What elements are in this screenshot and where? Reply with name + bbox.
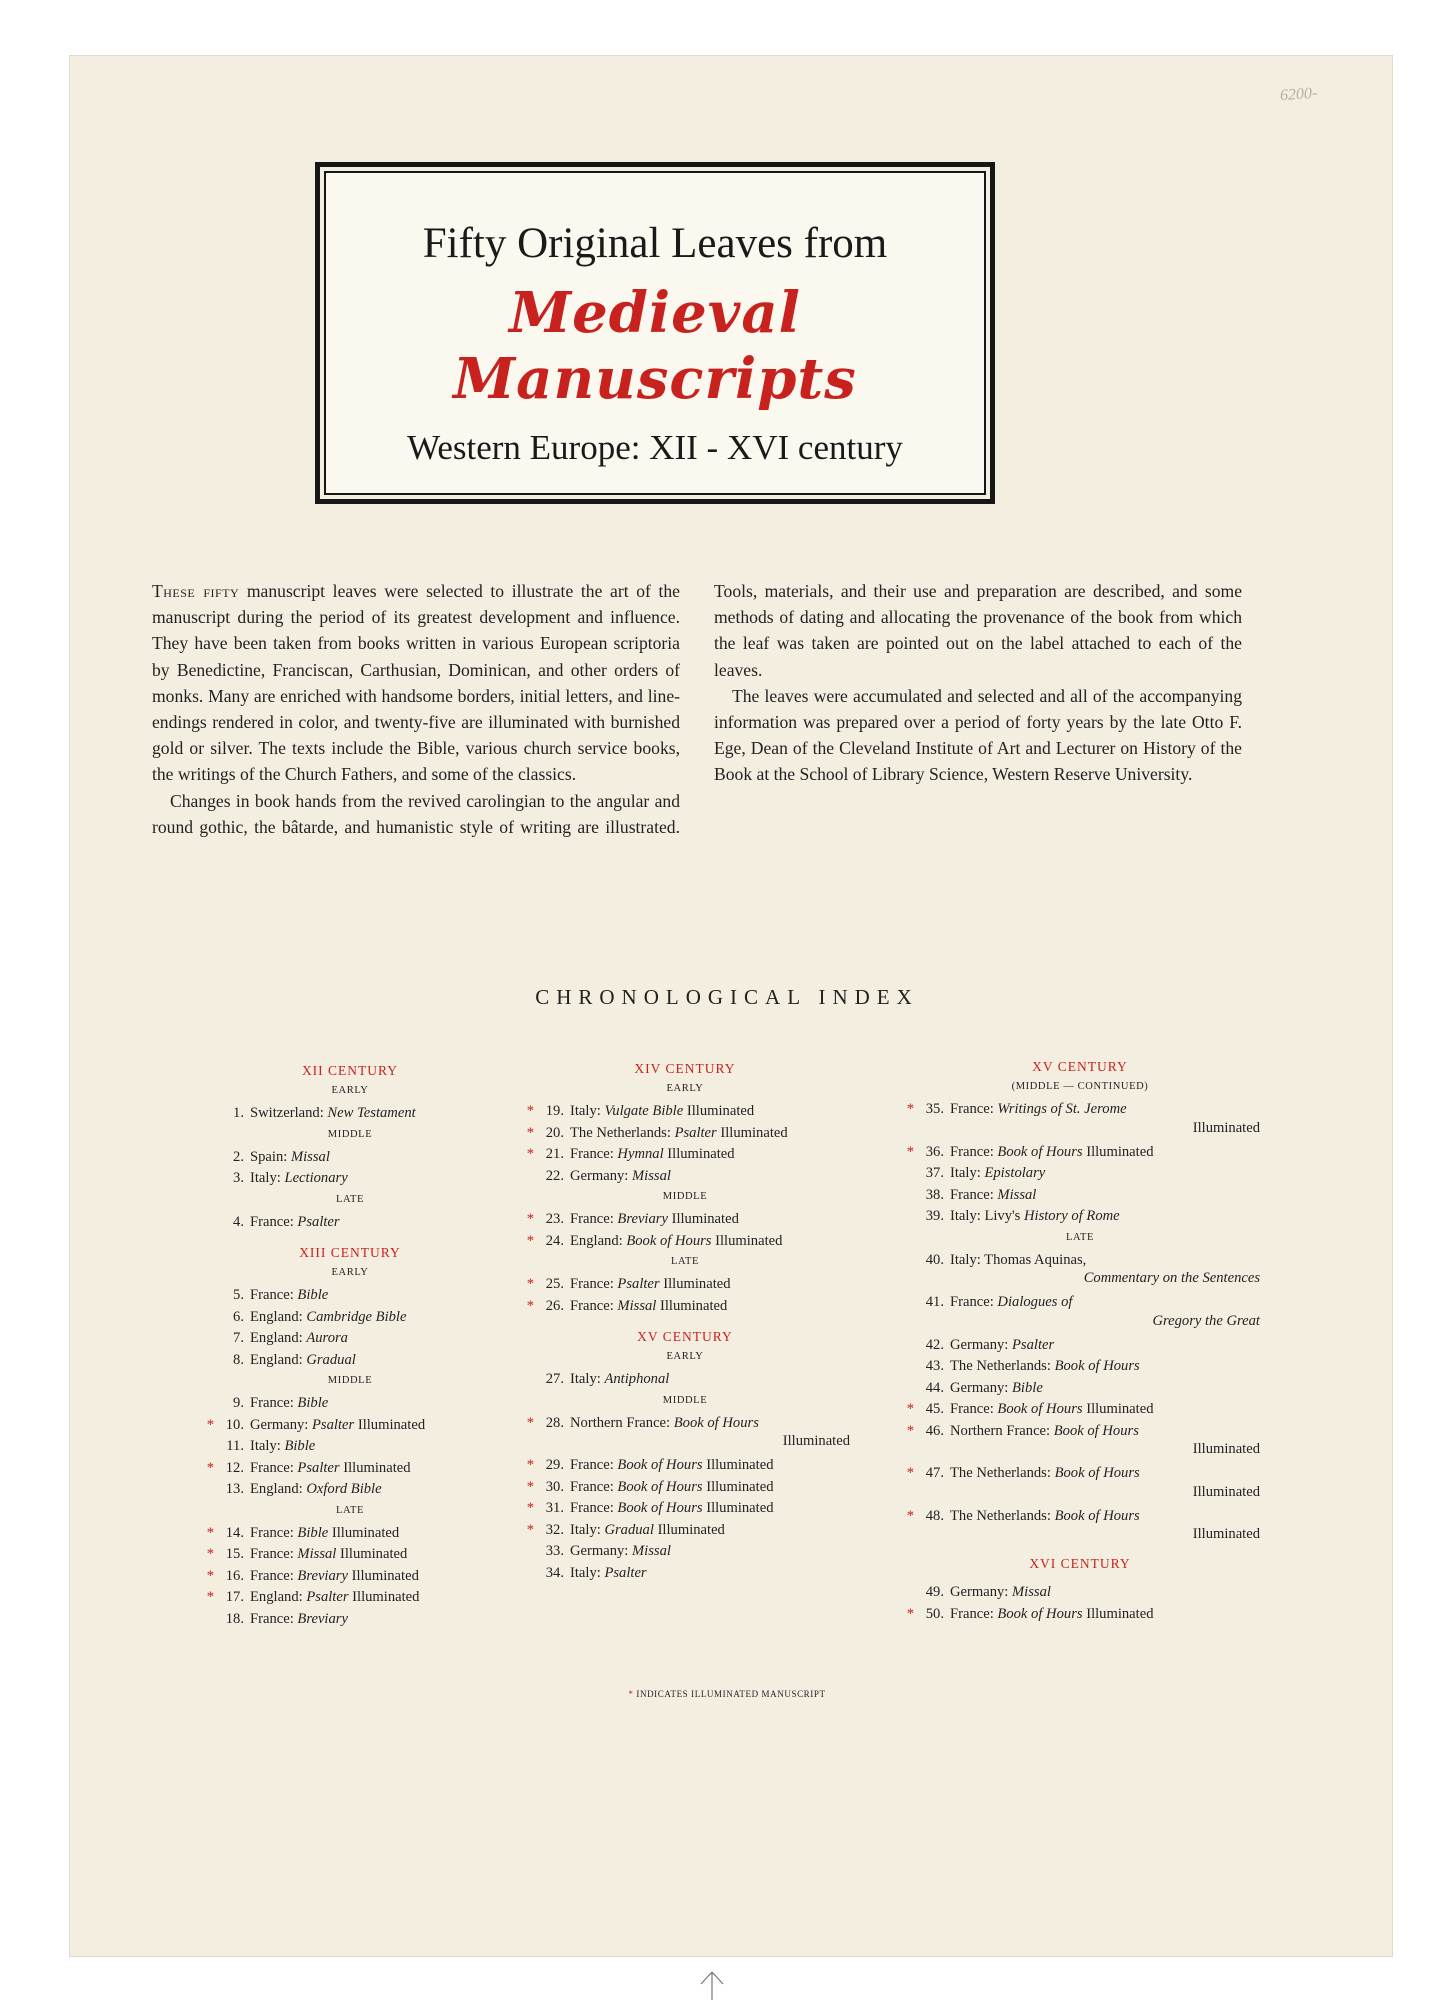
entry-work: Book of Hours [1054, 1358, 1140, 1374]
entry-place: France: [950, 1101, 998, 1117]
entry-work: Missal [632, 1543, 671, 1559]
illuminated-star-icon: * [206, 1567, 214, 1584]
illuminated-star-icon: * [526, 1232, 534, 1249]
entry-work: New Testament [327, 1105, 416, 1121]
entry-work: Missal [617, 1297, 657, 1314]
index-entry [900, 1292, 1260, 1331]
entry-number: 3. [233, 1170, 244, 1186]
entry-work: Bible [297, 1287, 329, 1303]
illuminated-star-icon: * [526, 1146, 534, 1162]
century-heading: XV CENTURY [637, 1329, 733, 1344]
index-entry [520, 1101, 850, 1123]
index-entry [520, 1563, 850, 1585]
entry-note: Illuminated [782, 1433, 850, 1449]
index-column-2 [520, 1058, 850, 1584]
entry-number: 2. [233, 1148, 244, 1165]
entry-number: 18. [225, 1610, 244, 1627]
illuminated-star-icon: * [526, 1211, 534, 1227]
index-entry [200, 1212, 500, 1234]
index-entry [520, 1498, 850, 1520]
entry-note: Illuminated [1082, 1143, 1154, 1160]
entry-work: Book of Hours [617, 1457, 703, 1473]
illuminated-star-icon: * [906, 1605, 914, 1622]
entry-place: France: [950, 1605, 998, 1622]
entry-place: France: [250, 1213, 298, 1230]
entry-place: France: [950, 1401, 998, 1417]
entry-number: 47. [925, 1465, 944, 1481]
entry-note: Illuminated [1192, 1483, 1260, 1500]
entry-work: Book of Hours [1054, 1507, 1140, 1524]
entry-work: Dialogues of [997, 1294, 1073, 1310]
entry-place: France: [250, 1567, 298, 1584]
entry-work: Writings of St. Jerome [997, 1101, 1127, 1117]
illuminated-star-icon: * [206, 1416, 214, 1433]
index-entry [900, 1206, 1260, 1228]
entry-note: Illuminated [336, 1546, 408, 1562]
entry-place: Italy: [570, 1564, 605, 1581]
entry-work: Psalter [617, 1276, 660, 1292]
entry-number: 1. [233, 1105, 244, 1121]
entry-note: Illuminated [1192, 1526, 1260, 1542]
illuminated-star-icon: * [206, 1589, 214, 1605]
entry-work: Missal [290, 1148, 330, 1165]
entry-place: France: [950, 1186, 998, 1203]
entry-place: France: [250, 1287, 298, 1303]
entry-note: Illuminated [711, 1232, 783, 1249]
century-heading: XIII CENTURY [299, 1245, 401, 1260]
intro-paragraph-1 [152, 578, 680, 788]
entry-place: Italy: [950, 1165, 985, 1181]
index-entry [200, 1587, 500, 1609]
illuminated-star-icon: * [906, 1401, 914, 1417]
entry-place: England: [250, 1351, 307, 1368]
entry-number: 21. [545, 1146, 564, 1162]
entry-place: France: [250, 1610, 298, 1627]
entry-work: Psalter [674, 1124, 717, 1141]
entry-number: 37. [925, 1165, 944, 1181]
index-entry [900, 1356, 1260, 1378]
illuminated-star-icon: * [526, 1500, 534, 1516]
index-entry [200, 1479, 500, 1501]
entry-number: 15. [225, 1546, 244, 1562]
title-frame [315, 162, 995, 504]
illuminated-star-icon: * [906, 1465, 914, 1481]
index-entry [520, 1144, 850, 1166]
index-entry [520, 1274, 850, 1296]
entry-work: Vulgate Bible [604, 1103, 684, 1119]
entry-place: The Netherlands: [570, 1124, 675, 1141]
entry-note: Illuminated [339, 1459, 411, 1476]
index-entry [900, 1142, 1260, 1164]
entry-number: 28. [545, 1414, 564, 1431]
index-entry [200, 1609, 500, 1631]
entry-work: Bible [1012, 1379, 1043, 1396]
period-label: LATE [670, 1256, 700, 1267]
entry-note: Illuminated [663, 1146, 735, 1162]
illuminated-star-icon: * [526, 1297, 534, 1314]
index-entry [200, 1307, 500, 1329]
entry-number: 9. [233, 1395, 244, 1411]
entry-place: England: [250, 1308, 307, 1325]
entry-number: 45. [925, 1401, 944, 1417]
illuminated-star-icon: * [906, 1101, 914, 1117]
entry-work: Commentary on the Sentences [1083, 1270, 1260, 1286]
period-label: LATE [1065, 1231, 1095, 1243]
entry-place: Northern France: [950, 1422, 1054, 1439]
entry-work: Book of Hours [997, 1401, 1083, 1417]
index-entry [520, 1455, 850, 1477]
index-entry [900, 1163, 1260, 1185]
entry-number: 25. [545, 1276, 564, 1292]
entry-note: Illuminated [328, 1524, 400, 1541]
entry-place: The Netherlands: [950, 1358, 1055, 1374]
index-entry [520, 1369, 850, 1391]
entry-place: The Netherlands: [950, 1465, 1055, 1481]
entry-place: France: [570, 1276, 618, 1292]
index-entry [900, 1506, 1260, 1545]
index-entry [520, 1296, 850, 1318]
entry-note: Illuminated [1192, 1119, 1260, 1136]
entry-note: Illuminated [653, 1521, 725, 1538]
entry-place: France: [570, 1211, 618, 1227]
index-entry [200, 1328, 500, 1350]
illuminated-star-icon: * [628, 1689, 634, 1699]
entry-place: France: [570, 1297, 618, 1314]
entry-number: 4. [233, 1213, 244, 1230]
up-arrow-mark-icon [697, 1970, 727, 2000]
entry-work: Book of Hours [617, 1500, 703, 1516]
entry-work: Book of Hours [1054, 1465, 1140, 1481]
entry-place: Germany: [570, 1543, 633, 1559]
entry-place: Italy: [570, 1521, 605, 1538]
entry-work: Psalter [604, 1564, 647, 1581]
period-label: EARLY [666, 1351, 704, 1362]
period-label: (MIDDLE — CONTINUED) [1011, 1081, 1149, 1092]
entry-work-continued: Gregory the Great [1152, 1312, 1260, 1329]
title-line-3: Western Europe: XII - XVI century [407, 428, 903, 467]
entry-place: Italy: [250, 1170, 285, 1186]
illuminated-star-icon: * [526, 1414, 534, 1431]
entry-number: 16. [225, 1567, 244, 1584]
entry-number: 22. [545, 1167, 564, 1184]
index-entry [200, 1458, 500, 1480]
entry-work: Missal [1012, 1584, 1051, 1600]
index-entry [200, 1103, 500, 1125]
entry-work: Cambridge Bible [306, 1308, 407, 1325]
entry-place: Northern France: [570, 1414, 674, 1431]
entry-work: Bible [297, 1524, 329, 1541]
illuminated-star-icon: * [526, 1521, 534, 1538]
entry-place: France: [250, 1546, 298, 1562]
legend-text: INDICATES ILLUMINATED MANUSCRIPT [636, 1689, 826, 1699]
entry-number: 13. [225, 1481, 244, 1497]
index-entry [900, 1463, 1260, 1502]
century-heading: XV CENTURY [1032, 1059, 1128, 1074]
entry-place: France: [250, 1459, 298, 1476]
entry-number: 29. [545, 1457, 564, 1473]
illuminated-star-icon: * [526, 1103, 534, 1119]
index-entry [200, 1350, 500, 1372]
entry-place: France: [570, 1457, 618, 1473]
entry-note: Illuminated [1192, 1441, 1260, 1457]
entry-number: 27. [545, 1371, 564, 1387]
entry-place: France: [570, 1500, 618, 1516]
entry-number: 5. [233, 1287, 244, 1303]
entry-work: Book of Hours [617, 1478, 703, 1495]
entry-place: The Netherlands: [950, 1507, 1055, 1524]
period-label: EARLY [666, 1083, 704, 1094]
entry-work: Book of Hours [673, 1414, 759, 1431]
index-entry [900, 1582, 1260, 1604]
entry-number: 43. [925, 1358, 944, 1374]
entry-work: Missal [997, 1186, 1037, 1203]
entry-place: France: [950, 1143, 998, 1160]
period-label: EARLY [331, 1085, 369, 1096]
entry-note: Illuminated [347, 1567, 419, 1584]
index-entry [520, 1231, 850, 1253]
entry-work: Psalter [312, 1416, 355, 1433]
index-column-1 [200, 1060, 500, 1630]
period-label: MIDDLE [662, 1394, 708, 1406]
entry-note: Illuminated [702, 1457, 774, 1473]
entry-number: 17. [225, 1589, 244, 1605]
title-inner-frame [324, 171, 986, 495]
entry-place: Germany: [950, 1584, 1013, 1600]
entry-place: Italy: [570, 1371, 605, 1387]
period-label: EARLY [331, 1267, 369, 1278]
entry-place: France: [950, 1294, 998, 1310]
index-entry [520, 1477, 850, 1499]
entry-work: Bible [297, 1395, 329, 1411]
entry-work: Book of Hours [626, 1232, 712, 1249]
entry-place: Spain: [250, 1148, 291, 1165]
entry-work-line [950, 1312, 1260, 1331]
entry-number: 33. [545, 1543, 564, 1559]
index-entry [200, 1544, 500, 1566]
entry-number: 39. [925, 1208, 944, 1224]
entry-place: England: [250, 1481, 307, 1497]
entry-place: France: [570, 1478, 618, 1495]
entry-place: England: [250, 1330, 307, 1346]
entry-number: 20. [545, 1124, 564, 1141]
period-label: MIDDLE [662, 1191, 708, 1202]
index-entry [520, 1520, 850, 1542]
entry-place: Germany: [570, 1167, 633, 1184]
entry-number: 14. [225, 1524, 244, 1541]
entry-number: 36. [925, 1143, 944, 1160]
index-entry [900, 1250, 1260, 1289]
entry-number: 46. [925, 1422, 944, 1439]
entry-work: Aurora [306, 1330, 348, 1346]
index-entry [200, 1147, 500, 1169]
entry-number: 41. [925, 1294, 944, 1310]
illuminated-star-icon: * [906, 1143, 914, 1160]
entry-work: Hymnal [617, 1146, 664, 1162]
entry-note: Illuminated [656, 1297, 728, 1314]
entry-number: 11. [226, 1438, 244, 1454]
entry-number: 24. [545, 1232, 564, 1249]
index-entry [520, 1209, 850, 1231]
entry-number: 31. [545, 1500, 564, 1516]
entry-number: 40. [925, 1251, 944, 1268]
entry-work: History of Rome [1023, 1208, 1120, 1224]
entry-place: France: [250, 1395, 298, 1411]
illuminated-star-icon: * [526, 1478, 534, 1495]
intro-p1-body: manuscript leaves were selected to illustrate the art of the manuscript during the period of its greatest development and influence. They have been taken from books written in various European scriptoria by Benedictine, Franciscan, Carthusian, Dominican, and other orders of monks. Many are enriched with handsome borders, initial letters, and line-endings rendered in color, and twenty-five are illuminated with burnished gold or silver. The texts include the Bible, various church service books, the writings of the Church Fathers, and some of the classics. [152, 581, 680, 785]
index-entry [520, 1123, 850, 1145]
period-label: MIDDLE [327, 1375, 373, 1386]
index-entry [900, 1399, 1260, 1421]
entry-place: France: [250, 1524, 298, 1541]
index-entry [900, 1378, 1260, 1400]
entry-number: 49. [925, 1584, 944, 1600]
period-label: LATE [335, 1504, 365, 1516]
entry-number: 10. [225, 1416, 244, 1433]
entry-number: 6. [233, 1308, 244, 1325]
index-entry [200, 1523, 500, 1545]
entry-note: Illuminated [667, 1211, 739, 1227]
index-entry [520, 1541, 850, 1563]
entry-place: Switzerland: [250, 1105, 328, 1121]
index-legend [0, 1689, 1454, 1699]
century-heading: XIV CENTURY [634, 1061, 736, 1076]
entry-work: Oxford Bible [306, 1481, 382, 1497]
entry-note: Illuminated [659, 1276, 731, 1292]
century-heading: XVI CENTURY [1029, 1556, 1131, 1571]
index-entry [200, 1436, 500, 1458]
index-entry [900, 1099, 1260, 1138]
entry-number: 35. [925, 1101, 944, 1117]
illuminated-star-icon: * [206, 1546, 214, 1562]
pencil-note: 6200- [1279, 84, 1318, 105]
entry-note: Illuminated [702, 1500, 774, 1516]
entry-note: Illuminated [1082, 1605, 1154, 1622]
intro-paragraph-3: The leaves were accumulated and selected and all of the accompanying information was prepared over a period of forty years by the late Otto F. Ege, Dean of the Cleveland Institute of Art and Lecturer on History of the Book at the School of Library Science, Western Reserve University. [714, 685, 1242, 785]
entry-work-line [950, 1269, 1260, 1288]
entry-work: Antiphonal [604, 1371, 670, 1387]
index-entry [200, 1285, 500, 1307]
intro-paragraph-2: Changes in book hands from the revived carolingian to the angular and round gothic, the bâtarde, and humanistic style of writing are illustrated. Tools, materials, and their use and preparation are described, and some methods of dating and allocating the provenance of the book from which the leaf was taken are pointed out on the label attached to each of the leaves. [152, 581, 1242, 837]
illuminated-star-icon: * [906, 1507, 914, 1524]
entry-note: Illuminated [683, 1103, 755, 1119]
index-entry [900, 1604, 1260, 1626]
entry-number: 48. [925, 1507, 944, 1524]
title-line-2: Medieval Manuscripts [453, 280, 857, 412]
entry-place: France: [570, 1146, 618, 1162]
entry-work: Book of Hours [1053, 1422, 1139, 1439]
entry-note: Illuminated [702, 1478, 774, 1495]
entry-place: England: [570, 1232, 627, 1249]
entry-note: Illuminated [1082, 1401, 1154, 1417]
entry-number: 38. [925, 1186, 944, 1203]
index-entry [520, 1166, 850, 1188]
index-entry [900, 1421, 1260, 1460]
entry-number: 42. [925, 1336, 944, 1353]
entry-place: Italy: [570, 1103, 605, 1119]
entry-number: 44. [925, 1379, 944, 1396]
entry-place: Germany: [250, 1416, 313, 1433]
entry-number: 23. [545, 1211, 564, 1227]
illuminated-star-icon: * [206, 1524, 214, 1541]
entry-work: Gradual [306, 1351, 356, 1368]
illuminated-star-icon: * [206, 1459, 214, 1476]
entry-place: Italy: Thomas Aquinas, [950, 1251, 1087, 1268]
index-entry [520, 1413, 850, 1452]
illuminated-star-icon: * [526, 1457, 534, 1473]
entry-place: England: [250, 1589, 307, 1605]
entry-place: Italy: [250, 1438, 285, 1454]
entry-work: Breviary [297, 1567, 348, 1584]
entry-place: Germany: [950, 1379, 1013, 1396]
entry-work: Bible [284, 1438, 316, 1454]
entry-work: Psalter [306, 1589, 349, 1605]
entry-work: Breviary [617, 1211, 668, 1227]
entry-work: Gradual [604, 1521, 654, 1538]
entry-work: Psalter [297, 1459, 340, 1476]
entry-note: Illuminated [348, 1589, 420, 1605]
index-entry [200, 1168, 500, 1190]
index-entry [900, 1185, 1260, 1207]
entry-work: Breviary [297, 1610, 348, 1627]
index-entry [900, 1335, 1260, 1357]
entry-number: 19. [545, 1103, 564, 1119]
entry-work: Missal [297, 1546, 337, 1562]
period-label: MIDDLE [327, 1128, 373, 1140]
entry-number: 26. [545, 1297, 564, 1314]
entry-number: 50. [925, 1605, 944, 1622]
entry-note: Illuminated [354, 1416, 426, 1433]
index-entry [200, 1415, 500, 1437]
century-heading: XII CENTURY [301, 1063, 399, 1078]
entry-number: 8. [233, 1351, 244, 1368]
entry-work: Psalter [297, 1213, 340, 1230]
entry-number: 34. [545, 1564, 564, 1581]
title-line-1: Fifty Original Leaves from [422, 220, 888, 267]
index-entry [200, 1566, 500, 1588]
entry-work: Psalter [1012, 1336, 1055, 1353]
entry-number: 7. [233, 1330, 244, 1346]
entry-number: 12. [225, 1459, 244, 1476]
entry-work: Book of Hours [997, 1605, 1083, 1622]
index-title: CHRONOLOGICAL INDEX [535, 985, 919, 1009]
entry-number: 32. [545, 1521, 564, 1538]
intro-text [152, 578, 1242, 840]
entry-work: Missal [632, 1167, 671, 1184]
entry-note: Illuminated [716, 1124, 788, 1141]
index-column-3 [900, 1056, 1260, 1625]
index-entry [200, 1393, 500, 1415]
entry-work: Book of Hours [997, 1143, 1083, 1160]
entry-work: Epistolary [984, 1165, 1046, 1181]
entry-place: Italy: Livy's [950, 1208, 1024, 1224]
illuminated-star-icon: * [906, 1422, 914, 1439]
illuminated-star-icon: * [526, 1276, 534, 1292]
entry-place: Germany: [950, 1336, 1013, 1353]
period-label: LATE [335, 1193, 365, 1205]
entry-work: Lectionary [284, 1170, 348, 1186]
entry-number: 30. [545, 1478, 564, 1495]
illuminated-star-icon: * [526, 1124, 534, 1141]
intro-lead: These fifty [152, 581, 240, 601]
